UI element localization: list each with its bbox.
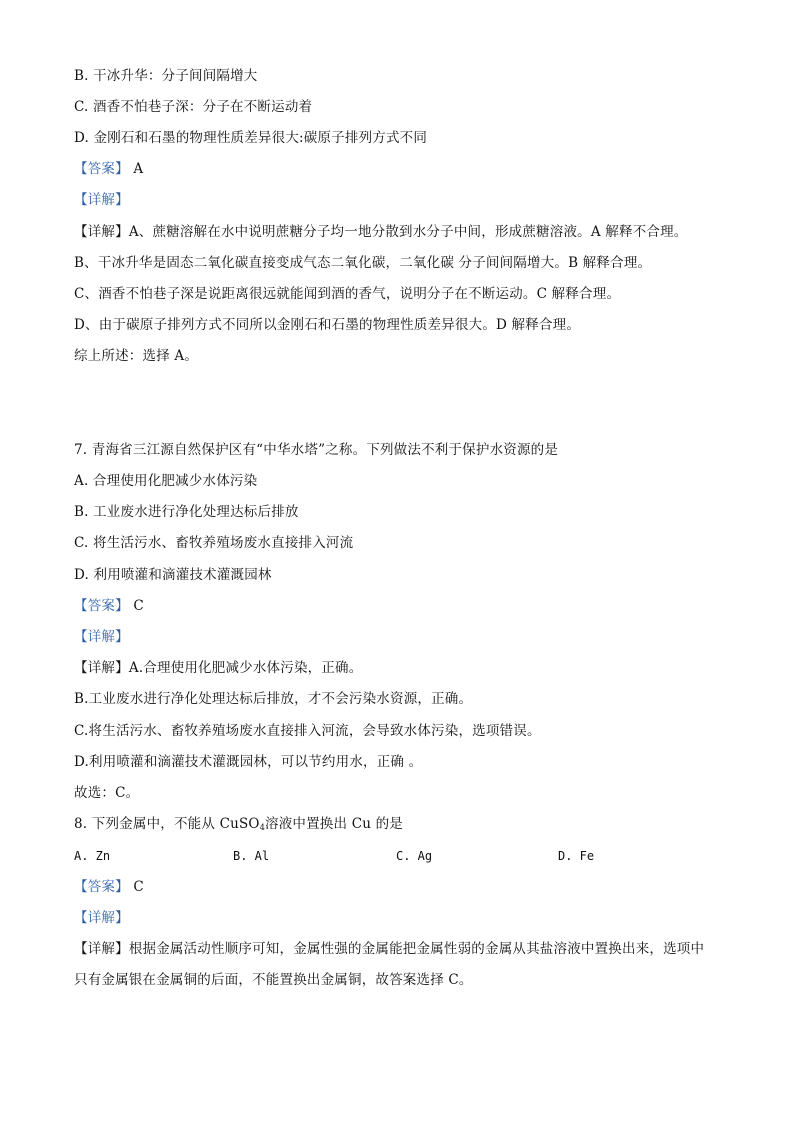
q8-stem-subscript: 4	[259, 823, 265, 832]
q8-option-b: B. Al	[233, 849, 270, 863]
q7-detail-line-3: C.将生活污水、畜牧养殖场废水直接排入河流，会导致水体污染，选项错误。	[74, 723, 541, 739]
q6-detail-line-1	[74, 222, 688, 242]
q7-detail-line-4: D.利用喷灌和滴灌技术灌溉园林，可以节约用水，正确 。	[74, 754, 423, 770]
q6-detail-line-4: D、由于碳原子排列方式不同所以金刚石和石墨的物理性质差异很大。D 解释合理。	[74, 317, 581, 333]
q6-option-b: B. 干冰升华：分子间间隔增大	[74, 68, 258, 84]
q7-detail-tag: 【详解】	[74, 660, 129, 676]
q6-option-d: D. 金刚石和石墨的物理性质差异很大:碳原子排列方式不同	[74, 130, 428, 146]
q8-answer-value: C	[133, 879, 144, 895]
q8-option-d: D. Fe	[558, 849, 595, 863]
q7-detail-line-2: B.工业废水进行净化处理达标后排放，才不会污染水资源，正确。	[74, 691, 473, 707]
q8-detail-tag: 【详解】	[74, 941, 129, 957]
q6-answer-value: A	[133, 161, 144, 177]
q7-summary: 故选：C。	[74, 785, 140, 801]
q8-option-a: A. Zn	[74, 849, 111, 863]
q6-detail-line-3: C、酒香不怕巷子深是说距离很远就能闻到酒的香气，说明分子在不断运动。C 解释合理。	[74, 286, 621, 302]
q6-summary: 综上所述：选择 A。	[74, 348, 199, 364]
q8-detail-heading: 【详解】	[74, 910, 129, 926]
q7-detail-heading: 【详解】	[74, 629, 129, 645]
q8-answer-line	[74, 877, 144, 897]
q6-option-c: C. 酒香不怕巷子深：分子在不断运动着	[74, 99, 313, 115]
q7-option-a: A. 合理使用化肥减少水体污染	[74, 473, 258, 489]
q8-detail-line-2: 只有金属银在金属铜的后面，不能置换出金属铜，故答案选择 C。	[74, 972, 473, 988]
q7-stem: 7. 青海省三江源自然保护区有“中华水塔”之称。下列做法不利于保护水资源的是	[74, 442, 559, 458]
q8-stem-start: 8. 下列金属中，不能从 CuSO	[74, 816, 260, 832]
q6-answer-tag: 【答案】	[74, 161, 129, 177]
q8-stem	[74, 814, 403, 838]
q7-answer-line	[74, 596, 144, 616]
q6-detail-line-2: B、干冰升华是固态二氧化碳直接变成气态二氧化碳，二氧化碳 分子间间隔增大。B 解释合理。	[74, 255, 652, 271]
q6-detail-text-1: A、蔗糖溶解在水中说明蔗糖分子均一地分散到水分子中间，形成蔗糖溶液。A 解释不合理。	[128, 224, 688, 240]
q6-answer-line	[74, 159, 143, 179]
q6-detail-tag: 【详解】	[74, 224, 129, 240]
q6-detail-heading: 【详解】	[74, 192, 129, 208]
q7-detail-line-1	[74, 658, 362, 678]
q8-option-c: C. Ag	[396, 849, 433, 863]
q8-detail-text-1: 根据金属活动性顺序可知，金属性强的金属能把金属性弱的金属从其盐溶液中置换出来，选项中	[128, 941, 705, 957]
q7-option-d: D. 利用喷灌和滴灌技术灌溉园林	[74, 567, 272, 583]
q7-detail-text-1: A.合理使用化肥减少水体污染，正确。	[128, 660, 363, 676]
q7-answer-value: C	[133, 598, 144, 614]
q7-option-c: C. 将生活污水、畜牧养殖场废水直接排入河流	[74, 535, 354, 551]
q8-stem-end: 溶液中置换出 Cu 的是	[265, 816, 404, 832]
q8-answer-tag: 【答案】	[74, 879, 129, 895]
q7-option-b: B. 工业废水进行净化处理达标后排放	[74, 504, 299, 520]
q7-answer-tag: 【答案】	[74, 598, 129, 614]
q8-detail-line-1	[74, 939, 704, 959]
